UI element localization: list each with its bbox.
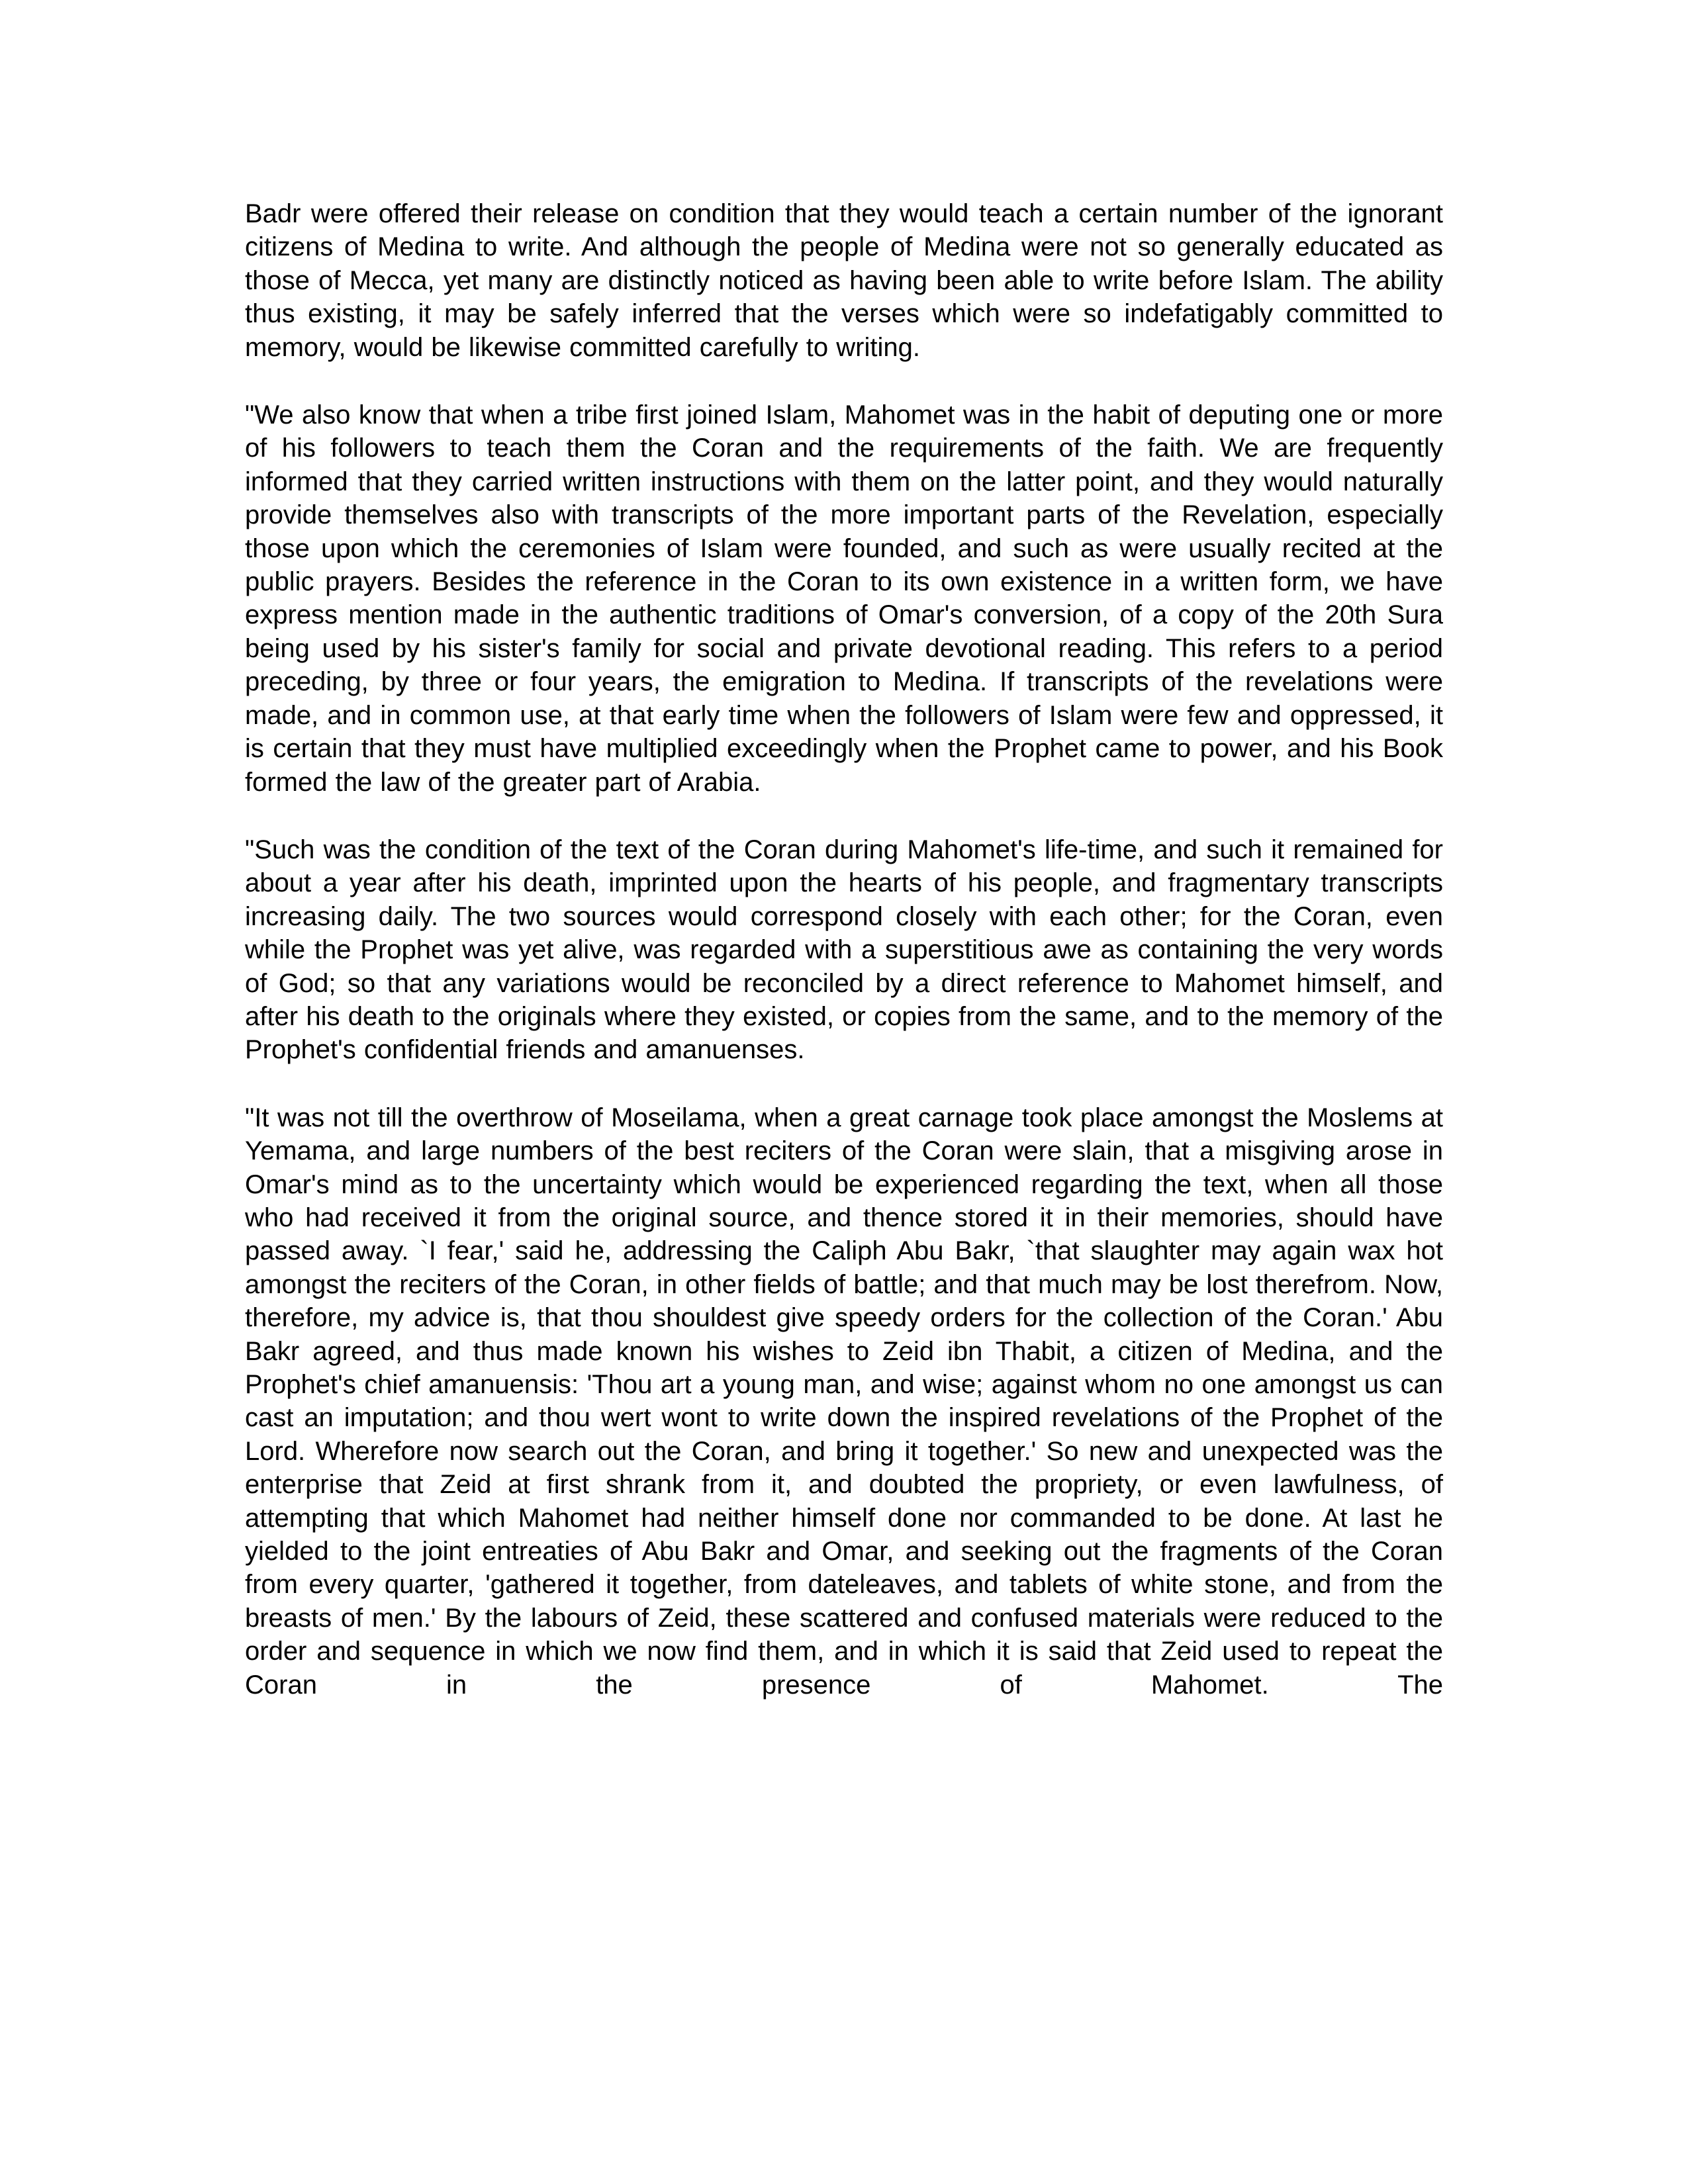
paragraph-text-condition: "Such was the condition of the text of the Coran during Mahomet's life-time, and such it remained for about a year after his death, imprinted upon the hearts of his people, and fragmentary transcripts increasing daily. The two sources would correspond closely with each other; for the Coran, even while the Prophet was yet alive, was regarded with a superstitious awe as containing the very words of God; so that any variations would be reconciled by a direct reference to Mahomet himself, and after his death to the originals where they existed, or copies from the same, and to the memory of the Prophet's confidential friends and amanuenses. bbox=[245, 835, 1443, 1065]
document-page bbox=[245, 197, 1443, 1997]
paragraph-badr-captives: Badr were offered their release on condition that they would teach a certain number of the ignorant citizens of Medina to write. And although the people of Medina were not so generally educated as those of Mecca, yet many are distinctly noticed as having been able to write before Islam. The ability thus existing, it may be safely inferred that the verses which were so indefatigably committed to memory, would be likewise committed carefully to writing. bbox=[245, 199, 1443, 362]
paragraph-tribe-transcripts: "We also know that when a tribe first joined Islam, Mahomet was in the habit of deputing one or more of his followers to teach them the Coran and the requirements of the faith. We are frequently informed that they carried written instructions with them on the latter point, and they would naturally provide themselves also with transcripts of the more important parts of the Revelation, especially those upon which the ceremonies of Islam were founded, and such as were usually recited at the public prayers. Besides the reference in the Coran to its own existence in a written form, we have express mention made in the authentic traditions of Omar's conversion, of a copy of the 20th Sura being used by his sister's family for social and private devotional reading. This refers to a period preceding, by three or four years, the emigration to Medina. If transcripts of the revelations were made, and in common use, at that early time when the followers of Islam were few and oppressed, it is certain that they must have multiplied exceedingly when the Prophet came to power, and his Book formed the law of the greater part of Arabia. bbox=[245, 400, 1443, 797]
paragraph-zeid-collection: "It was not till the overthrow of Moseilama, when a great carnage took place amongst the Moslems at Yemama, and large numbers of the best reciters of the Coran were slain, that a misgiving arose in Omar's mind as to the uncertainty which would be experienced regarding the text, when all those who had received it from the original source, and thence stored it in their memories, should have passed away. `I fear,' said he, addressing the Caliph Abu Bakr, `that slaughter may again wax hot amongst the reciters of the Coran, in other fields of battle; and that much may be lost therefrom. Now, therefore, my advice is, that thou shouldest give speedy orders for the collection of the Coran.' Abu Bakr agreed, and thus made known his wishes to Zeid ibn Thabit, a citizen of Medina, and the Prophet's chief amanuensis: 'Thou art a young man, and wise; against whom no one amongst us can cast an imputation; and thou wert wont to write down the inspired revelations of the Prophet of the Lord. Wherefore now search out the Coran, and bring it together.' So new and unexpected was the enterprise that Zeid at first shrank from it, and doubted the propriety, or even lawfulness, of attempting that which Mahomet had neither himself done nor commanded to be done. At last he yielded to the joint entreaties of Abu Bakr and Omar, and seeking out the fragments of the Coran from every quarter, 'gathered it together, from dateleaves, and tablets of white stone, and from the breasts of men.' By the labours of Zeid, these scattered and confused materials were reduced to the order and sequence in which we now find them, and in which it is said that Zeid used to repeat the Coran in the presence of Mahomet. The bbox=[245, 1103, 1444, 1700]
